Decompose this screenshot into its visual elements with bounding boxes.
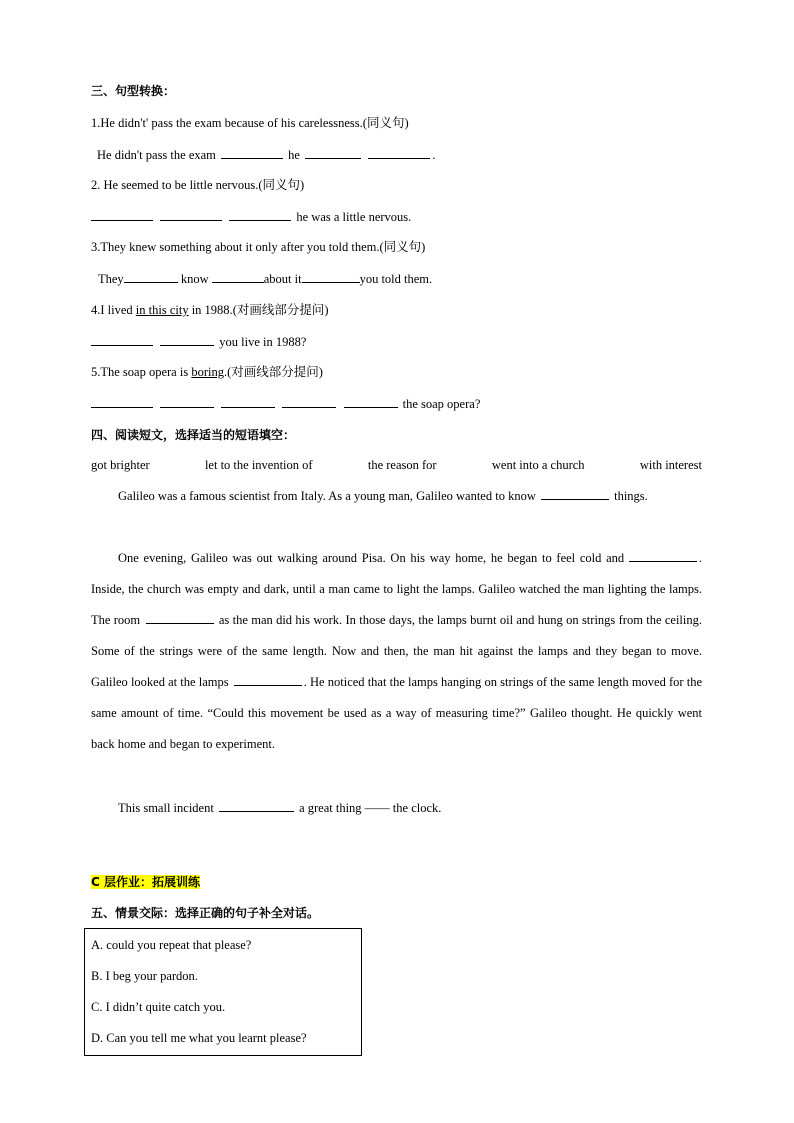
question-5-text: 5.The soap opera is: [91, 365, 192, 379]
passage-text: This small incident: [118, 801, 214, 815]
question-3-text: 3.They knew something about it only after you told them.: [91, 240, 380, 254]
question-4: [91, 302, 329, 318]
question-3-note: (同义句): [379, 240, 426, 254]
passage-text: . Inside, the church was empty and dark, until a man came to light the lamps. Galileo watched the man lighting the lamps. The room: [91, 551, 703, 627]
question-4-note: (对画线部分提问): [232, 303, 329, 317]
answer-blank[interactable]: [160, 395, 214, 408]
answer-blank[interactable]: [368, 146, 430, 159]
question-2-text: 2. He seemed to be little nervous.: [91, 178, 259, 192]
question-1: [91, 115, 409, 131]
answer-4-text: you live in 1988?: [219, 335, 307, 349]
passage-text: as the man did his work. In those days, the lamps burnt oil and hung on strings from the ceiling. Some of the strings were of the same length. Now and then, the man hit against the lamps and they began to move. Galileo looked at the lamps: [91, 613, 703, 689]
answer-5-text: the soap opera?: [402, 397, 481, 411]
answer-blank[interactable]: [91, 395, 153, 408]
phrase-bank: [91, 458, 702, 473]
passage-text: . He noticed that the lamps hanging on strings of the same length moved for the same amount of time. “Could this movement be used as a way of measuring time?” Galileo thought. He quickly went back home and began to experiment.: [91, 675, 703, 751]
section-4-heading: 四、阅读短文，选择适当的短语填空：: [91, 428, 296, 442]
answer-1-text-2: he: [288, 148, 300, 162]
answer-1-text: He didn't pass the exam: [97, 148, 216, 162]
passage-blank[interactable]: [541, 487, 609, 500]
answer-5: [91, 395, 480, 412]
phrase-item: went into a church: [491, 458, 585, 472]
answer-blank[interactable]: [221, 146, 283, 159]
question-5-note: (对画线部分提问): [227, 365, 323, 379]
answer-2: [91, 208, 411, 225]
answer-1: He didn't pass the exam he .: [97, 148, 436, 162]
section-5-heading: 五、情景交际：选择正确的句子补全对话。: [91, 906, 320, 920]
answer-2-text: he was a little nervous.: [296, 210, 412, 224]
question-4-suffix: in 1988.: [188, 303, 233, 317]
answer-blank[interactable]: [282, 395, 336, 408]
answer-3-text-4: you told them.: [359, 272, 433, 286]
question-3: [91, 239, 425, 255]
phrase-item: the reason for: [367, 458, 437, 472]
option-b: B. I beg your pardon.: [91, 969, 198, 983]
passage-text: a great thing —— the clock.: [299, 801, 442, 815]
answer-blank[interactable]: [160, 208, 222, 221]
passage-blank[interactable]: [629, 549, 697, 562]
answer-blank[interactable]: [344, 395, 398, 408]
passage-text: things.: [614, 489, 648, 503]
layer-c-label-text: C 层作业：拓展训练: [91, 875, 200, 889]
answer-3-text-3: about it: [263, 272, 302, 286]
answer-3-text: They: [98, 272, 124, 286]
passage-paragraph-2: [91, 543, 702, 760]
question-1-text: 1.He didn't' pass the exam because of his carelessness.: [91, 116, 363, 130]
answer-blank[interactable]: [221, 395, 275, 408]
answer-blank[interactable]: [124, 270, 178, 283]
options-box: [84, 928, 362, 1056]
question-4-text: 4.I lived: [91, 303, 136, 317]
passage-paragraph-3: [91, 793, 702, 824]
answer-blank[interactable]: [160, 333, 214, 346]
passage-blank[interactable]: [146, 611, 214, 624]
passage-blank[interactable]: [234, 673, 302, 686]
option-d: D. Can you tell me what you learnt please?: [91, 1031, 307, 1045]
question-5-suffix: .: [223, 365, 228, 379]
passage-blank[interactable]: [219, 799, 294, 812]
question-5: [91, 364, 323, 380]
answer-3-text-2: know: [180, 272, 209, 286]
layer-c-label: [91, 874, 200, 890]
answer-4: [91, 333, 306, 350]
answer-blank[interactable]: [91, 208, 153, 221]
question-5-underlined: boring: [191, 365, 224, 379]
passage-text: Galileo was a famous scientist from Italy. As a young man, Galileo wanted to know: [118, 489, 536, 503]
phrase-item: with interest: [639, 458, 702, 472]
phrase-item: let to the invention of: [204, 458, 313, 472]
answer-blank[interactable]: [229, 208, 291, 221]
option-c: C. I didn’t quite catch you.: [91, 1000, 226, 1014]
question-2-note: (同义句): [258, 178, 305, 192]
option-a: A. could you repeat that please?: [91, 938, 252, 952]
passage-text: One evening, Galileo was out walking around Pisa. On his way home, he began to feel cold and: [118, 551, 625, 565]
question-1-note: (同义句): [362, 116, 409, 130]
answer-blank[interactable]: [305, 146, 361, 159]
answer-blank[interactable]: [212, 270, 264, 283]
passage-paragraph-1: [91, 481, 702, 512]
answer-blank[interactable]: [302, 270, 360, 283]
section-3-heading: 三、句型转换：: [91, 84, 176, 98]
answer-blank[interactable]: [91, 333, 153, 346]
answer-3: [98, 270, 432, 287]
question-2: [91, 177, 304, 193]
phrase-item: got brighter: [91, 458, 150, 472]
question-4-underlined: in this city: [135, 303, 189, 317]
